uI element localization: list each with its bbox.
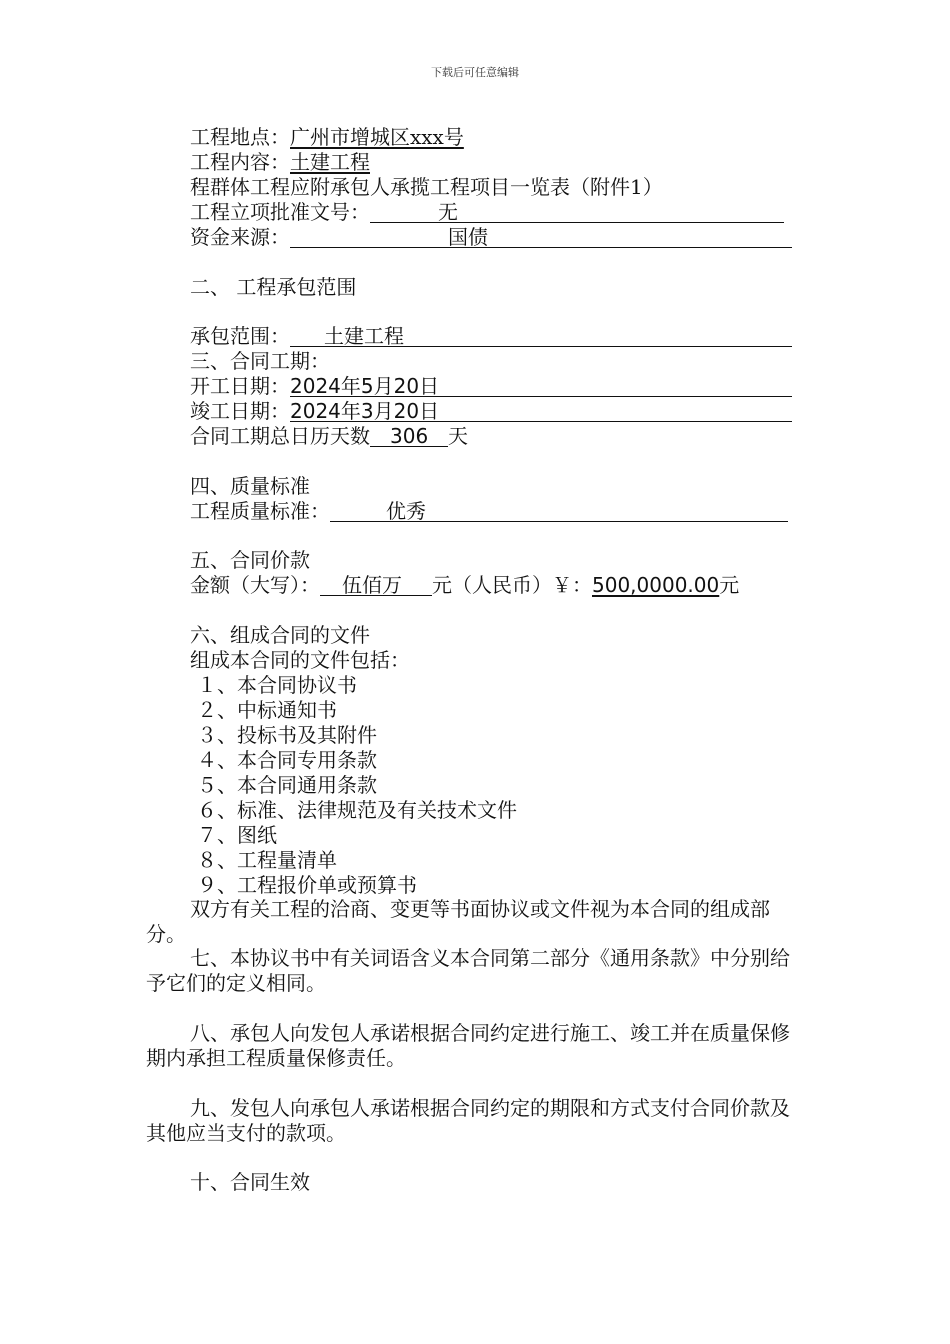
page-header: 下载后可任意编辑	[431, 66, 519, 79]
section4-heading: 四、质量标准	[190, 474, 310, 498]
funding-field	[290, 225, 792, 248]
list-item: ４、本合同专用条款	[197, 748, 377, 772]
list-item: ５、本合同通用条款	[197, 773, 377, 797]
section2-heading: 二、 工程承包范围	[190, 275, 357, 299]
content-value: 土建工程	[290, 150, 370, 174]
approval-field	[370, 200, 784, 223]
approval-label: 工程立项批准文号：	[190, 200, 370, 224]
section6-closing-text: 双方有关工程的洽商、变更等书面协议或文件视为本合同的组成部分。	[146, 897, 770, 946]
list-item: ３、投标书及其附件	[197, 723, 377, 747]
start-field	[290, 374, 792, 397]
end-value: 2024年3月20日	[290, 399, 440, 423]
amount-label: 金额（大写）：	[190, 573, 320, 597]
quality-field	[330, 499, 788, 522]
funding-line	[190, 225, 792, 249]
list-item: ６、标准、法律规范及有关技术文件	[197, 798, 517, 822]
approval-line	[190, 200, 784, 224]
amount-line	[190, 573, 739, 597]
start-value: 2024年5月20日	[290, 374, 440, 398]
section8-text: 八、承包人向发包人承诺根据合同约定进行施工、竣工并在质量保修期内承担工程质量保修责任。	[146, 1021, 790, 1070]
section10-heading: 十、合同生效	[190, 1170, 310, 1194]
amount-unit: 元	[719, 573, 740, 597]
content-line	[190, 150, 370, 174]
section5-heading: 五、合同价款	[190, 548, 310, 572]
section7-text: 七、本协议书中有关词语含义本合同第二部分《通用条款》中分别给予它们的定义相同。	[146, 946, 790, 995]
list-item: ８、工程量清单	[197, 848, 337, 872]
duration-line	[190, 424, 468, 448]
section7	[146, 946, 796, 996]
list-item: ７、图纸	[197, 823, 277, 847]
section3-heading: 三、合同工期：	[190, 349, 330, 373]
list-item: ９、工程报价单或预算书	[197, 873, 417, 897]
amount-number: 500,0000.00	[592, 573, 720, 597]
quality-label: 工程质量标准：	[190, 499, 330, 523]
start-date-line	[190, 374, 792, 398]
section9	[146, 1096, 796, 1146]
list-item: １、本合同协议书	[197, 673, 357, 697]
scope-field	[290, 324, 792, 347]
section8	[146, 1021, 796, 1071]
days-value: 306	[390, 424, 429, 448]
funding-value: 国债	[448, 225, 488, 249]
end-label: 竣工日期：	[190, 399, 290, 423]
scope-line	[190, 324, 792, 348]
start-label: 开工日期：	[190, 374, 290, 398]
scope-label: 承包范围：	[190, 324, 290, 348]
end-date-line	[190, 399, 792, 423]
approval-value: 无	[438, 200, 458, 224]
location-label: 工程地点：	[190, 125, 290, 149]
funding-label: 资金来源：	[190, 225, 290, 249]
days-label: 合同工期总日历天数	[190, 424, 370, 448]
end-field	[290, 399, 792, 422]
section6-intro: 组成本合同的文件包括：	[190, 648, 410, 672]
section6-closing	[146, 897, 796, 947]
location-value: 广州市增城区xxx号	[290, 125, 464, 149]
scope-value: 土建工程	[324, 324, 404, 348]
days-field	[370, 424, 448, 447]
content-label: 工程内容：	[190, 150, 290, 174]
quality-value: 优秀	[386, 499, 426, 523]
group-note: 程群体工程应附承包人承揽工程项目一览表（附件1）	[190, 175, 663, 199]
quality-line	[190, 499, 788, 523]
list-item: ２、中标通知书	[197, 698, 337, 722]
amount-words: 伍佰万	[342, 573, 402, 597]
section9-text: 九、发包人向承包人承诺根据合同约定的期限和方式支付合同价款及其他应当支付的款项。	[146, 1096, 790, 1145]
amount-words-field	[320, 573, 432, 596]
section6-heading: 六、组成合同的文件	[190, 623, 370, 647]
location-line	[190, 125, 464, 149]
days-unit: 天	[448, 424, 468, 448]
amount-mid: 元（人民币）￥：	[432, 573, 592, 597]
